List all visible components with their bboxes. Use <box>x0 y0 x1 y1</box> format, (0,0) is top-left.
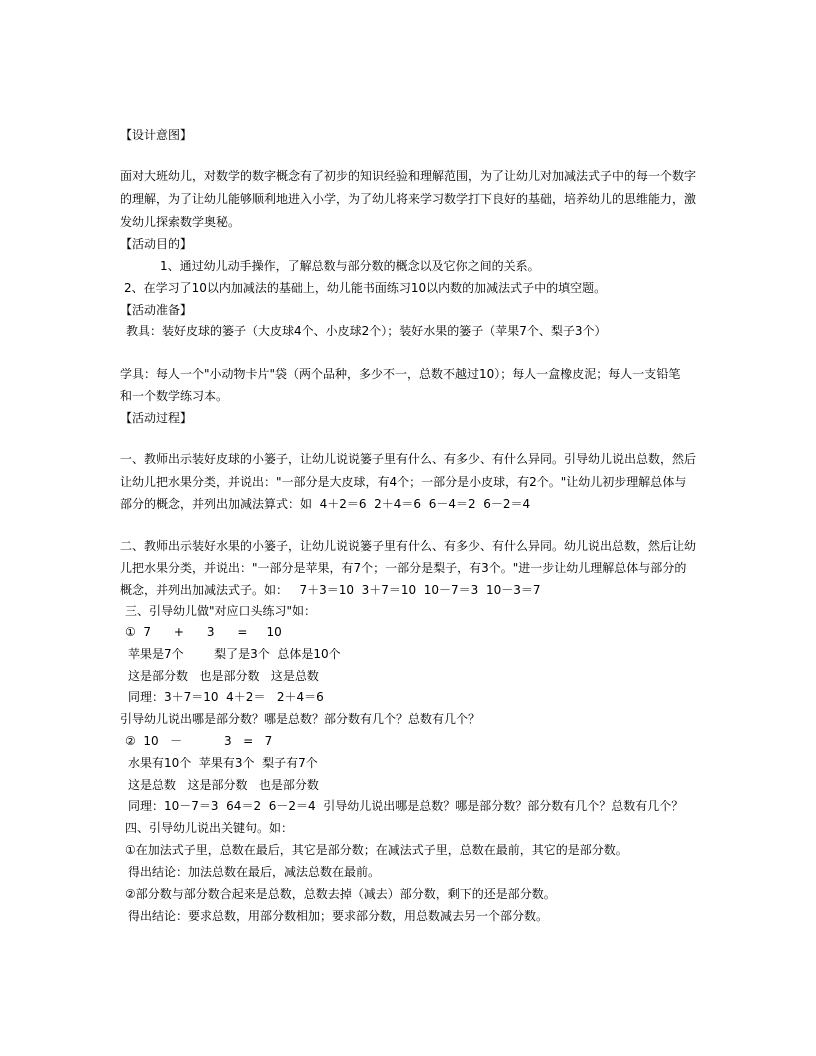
process-step-1-line-1: 一、教师出示装好皮球的小篓子，让幼儿说说篓子里有什么、有多少、有什么异同。引导幼儿说出总数，然后 <box>120 452 697 466</box>
prep-teacher-tools: 教具：装好皮球的篓子（大皮球4个、小皮球2个）；装好水果的篓子（苹果7个、梨子3个） <box>126 324 607 338</box>
process-step-3-line-2: ① 7 + 3 = 10 <box>125 625 282 639</box>
prep-student-tools-line-2: 和一个数学练习本。 <box>120 389 229 403</box>
process-step-2-line-3: 概念，并列出加减法式子。如： 7＋3＝10 3＋7＝10 10－7＝3 10－3＝7 <box>120 583 541 597</box>
process-step-3-line-10: 同理：10－7＝3 64＝2 6－2＝4 引导幼儿说出哪是总数？哪是部分数？部分数有几个？总数有几个？ <box>128 799 684 813</box>
process-step-2-line-1: 二、教师出示装好水果的小篓子，让幼儿说说篓子里有什么、有多少、有什么异同。幼儿说出总数，然后让幼 <box>120 539 697 553</box>
process-step-3-line-8: 水果有10个 苹果有3个 梨子有7个 <box>128 756 318 770</box>
process-step-3-line-5: 同理：3＋7＝10 4＋2＝ 2＋4＝6 <box>128 690 324 704</box>
process-step-4-line-2: ①在加法式子里，总数在最后，其它是部分数；在减法式子里，总数在最前，其它的是部分数。 <box>125 843 628 857</box>
process-step-4-line-4: ②部分数与部分数合起来是总数，总数去掉（减去）部分数，剩下的还是部分数。 <box>125 887 556 901</box>
process-step-3-line-6: 引导幼儿说出哪是部分数？哪是总数？部分数有几个？总数有几个？ <box>120 712 481 726</box>
design-paragraph-line-1: 面对大班幼儿，对数学的数字概念有了初步的知识经验和理解范围，为了让幼儿对加减法式子中的每一个数字 <box>120 169 697 183</box>
process-step-3-line-1: 三、引导幼儿做"对应口头练习"如： <box>125 604 317 618</box>
goal-item-2: 2、在学习了10以内加减法的基础上，幼儿能书面练习10以内数的加减法式子中的填空题。 <box>124 281 607 295</box>
process-step-3-line-7: ② 10 － 3 = 7 <box>125 734 273 748</box>
prep-student-tools-line-1: 学具：每人一个"小动物卡片"袋（两个品种，多少不一，总数不越过10）；每人一盒橡皮泥；每人一支铅笔 <box>120 367 681 381</box>
process-step-2-line-2: 儿把水果分类，并说出："一部分是苹果，有7个；一部分是梨子，有3个。"进一步让幼儿理解总体与部分的 <box>120 561 687 575</box>
process-step-3-line-4: 这是部分数 也是部分数 这是总数 <box>128 669 319 683</box>
design-paragraph-line-2: 的理解，为了让幼儿能够顺利地进入小学，为了幼儿将来学习数学打下良好的基础，培养幼儿的思维能力，激 <box>120 192 697 206</box>
goal-item-1: 1、通过幼儿动手操作，了解总数与部分数的概念以及它你之间的关系。 <box>160 259 540 273</box>
process-step-4-line-5: 得出结论：要求总数，用部分数相加；要求部分数，用总数减去另一个部分数。 <box>128 909 549 923</box>
process-step-1-line-3: 部分的概念，并列出加减法算式：如 4＋2＝6 2＋4＝6 6－4＝2 6－2＝4 <box>120 497 531 511</box>
process-step-4-line-1: 四、引导幼儿说出关键句。如： <box>125 821 294 835</box>
heading-activity-goal: 【活动目的】 <box>120 237 193 251</box>
heading-design-intent: 【设计意图】 <box>120 128 193 142</box>
process-step-3-line-9: 这是总数 这是部分数 也是部分数 <box>128 778 319 792</box>
process-step-1-line-2: 让幼儿把水果分类，并说出："一部分是大皮球，有4个；一部分是小皮球，有2个。"让幼儿初步理解总体与 <box>120 475 687 489</box>
design-paragraph-line-3: 发幼儿探索数学奥秘。 <box>120 215 241 229</box>
heading-activity-process: 【活动过程】 <box>120 411 193 425</box>
process-step-3-line-3: 苹果是7个 梨了是3个 总体是10个 <box>128 647 341 661</box>
process-step-4-line-3: 得出结论：加法总数在最后，减法总数在最前。 <box>128 865 381 879</box>
heading-activity-prep: 【活动准备】 <box>120 303 193 317</box>
